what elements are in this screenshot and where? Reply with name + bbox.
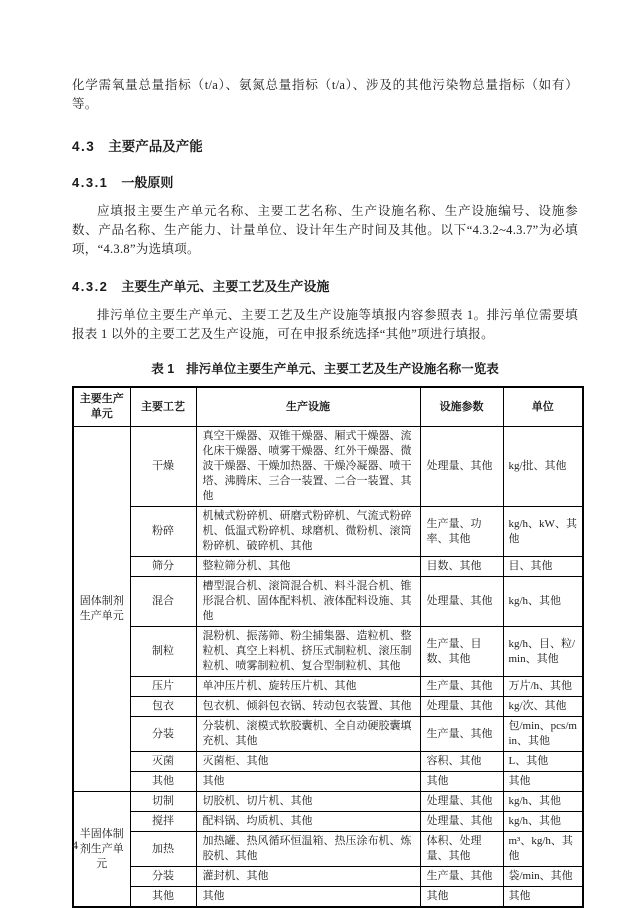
header-parameters: 设施参数 [420, 387, 503, 427]
equipment-cell: 真空干燥器、双锥干燥器、厢式干燥器、流化床干燥器、喷雾干燥器、红外干燥器、微波干燥器、干燥加热器、干燥冷凝器、喷干塔、沸腾床、三合一装置、二合一装置、其他 [196, 427, 420, 507]
table-row [73, 792, 583, 812]
process-cell: 搅拌 [130, 812, 196, 832]
equipment-cell: 灭菌柜、其他 [196, 752, 420, 772]
parameters-cell: 生产量、目数、其他 [420, 627, 503, 677]
page-number: 4 [72, 838, 78, 852]
table-header-row [73, 387, 583, 427]
table-row [73, 752, 583, 772]
paragraph-4-3-2: 排污单位主要生产单元、主要工艺及生产设施等填报内容参照表 1。排污单位需要填报表 1 以外的主要工艺及生产设施，可在申报系统选择“其他”项进行填报。 [72, 308, 578, 341]
parameters-cell: 处理量、其他 [420, 792, 503, 812]
process-cell: 加热 [130, 832, 196, 867]
process-cell: 干燥 [130, 427, 196, 507]
header-units: 单位 [503, 387, 583, 427]
parameters-cell: 容积、其他 [420, 752, 503, 772]
process-cell: 其他 [130, 887, 196, 908]
equipment-cell: 包衣机、倾斜包衣锅、转动包衣装置、其他 [196, 697, 420, 717]
parameters-cell: 处理量、其他 [420, 697, 503, 717]
units-cell: kg/h、其他 [503, 792, 583, 812]
units-cell: kg/次、其他 [503, 697, 583, 717]
units-cell: 袋/min、其他 [503, 867, 583, 887]
equipment-cell: 混粉机、振荡筛、粉尘捕集器、造粒机、整粒机、真空上料机、挤压式制粒机、滚压制粒机、喷雾制粒机、复合型制粒机、其他 [196, 627, 420, 677]
process-cell: 其他 [130, 772, 196, 792]
parameters-cell: 目数、其他 [420, 557, 503, 577]
equipment-cell: 机械式粉碎机、研磨式粉碎机、气流式粉碎机、低温式粉碎机、球磨机、微粉机、滚筒粉碎机、破碎机、其他 [196, 507, 420, 557]
header-process: 主要工艺 [130, 387, 196, 427]
equipment-cell: 切胶机、切片机、其他 [196, 792, 420, 812]
units-cell: 包/min、pcs/min、其他 [503, 717, 583, 752]
heading-number: 4.3.2 [72, 279, 109, 294]
units-cell: kg/h、其他 [503, 812, 583, 832]
table-row [73, 832, 583, 867]
table-caption [72, 359, 578, 377]
heading-4-3-1 [72, 172, 578, 191]
production-units-table [72, 386, 584, 908]
process-cell: 压片 [130, 677, 196, 697]
units-cell: 其他 [503, 887, 583, 908]
units-cell: kg/h、kW、其他 [503, 507, 583, 557]
heading-number: 4.3 [72, 139, 96, 154]
units-cell: kg/批、其他 [503, 427, 583, 507]
parameters-cell: 生产量、其他 [420, 677, 503, 697]
heading-title: 主要生产单元、主要工艺及生产设施 [121, 279, 330, 294]
parameters-cell: 体积、处理量、其他 [420, 832, 503, 867]
units-cell: m³、kg/h、其他 [503, 832, 583, 867]
process-cell: 筛分 [130, 557, 196, 577]
table-row [73, 867, 583, 887]
process-cell: 分装 [130, 717, 196, 752]
units-cell: 目、其他 [503, 557, 583, 577]
heading-number: 4.3.1 [72, 175, 109, 190]
equipment-cell: 灌封机、其他 [196, 867, 420, 887]
unit-cell: 固体制剂生产单元 [73, 427, 130, 792]
equipment-cell: 单冲压片机、旋转压片机、其他 [196, 677, 420, 697]
process-cell: 切制 [130, 792, 196, 812]
table-row [73, 697, 583, 717]
units-cell: 其他 [503, 772, 583, 792]
table-caption-label: 表 1 [151, 362, 175, 376]
units-cell: kg/h、其他 [503, 577, 583, 627]
table-row [73, 427, 583, 507]
table-row [73, 887, 583, 908]
parameters-cell: 生产量、功率、其他 [420, 507, 503, 557]
equipment-cell: 槽型混合机、滚筒混合机、料斗混合机、锥形混合机、固体配料机、液体配料设施、其他 [196, 577, 420, 627]
equipment-cell: 加热罐、热风循环恒温箱、热压涂布机、炼胶机、其他 [196, 832, 420, 867]
paragraph-4-3-1: 应填报主要生产单元名称、主要工艺名称、生产设施名称、生产设施编号、设施参数、产品名称、生产能力、计量单位、设计年生产时间及其他。以下“4.3.2~4.3.7”为必填项，“4.3.8”为选填项。 [72, 204, 578, 256]
parameters-cell: 其他 [420, 887, 503, 908]
equipment-cell: 分装机、滚模式软胶囊机、全自动硬胶囊填充机、其他 [196, 717, 420, 752]
intro-paragraph: 化学需氧量总量指标（t/a）、氨氮总量指标（t/a）、涉及的其他污染物总量指标（如有）等。 [72, 78, 578, 111]
table-row [73, 772, 583, 792]
heading-4-3-2 [72, 276, 578, 295]
header-main-unit: 主要生产单元 [73, 387, 130, 427]
units-cell: L、其他 [503, 752, 583, 772]
equipment-cell: 配料锅、均质机、其他 [196, 812, 420, 832]
process-cell: 粉碎 [130, 507, 196, 557]
heading-title: 主要产品及产能 [108, 139, 203, 154]
parameters-cell: 处理量、其他 [420, 427, 503, 507]
parameters-cell: 生产量、其他 [420, 867, 503, 887]
table-row [73, 812, 583, 832]
heading-4-3 [72, 135, 578, 155]
units-cell: kg/h、目、粒/min、其他 [503, 627, 583, 677]
table-row [73, 717, 583, 752]
equipment-cell: 其他 [196, 887, 420, 908]
table-caption-text: 排污单位主要生产单元、主要工艺及生产设施名称一览表 [186, 362, 499, 376]
table-row [73, 627, 583, 677]
parameters-cell: 处理量、其他 [420, 812, 503, 832]
parameters-cell: 生产量、其他 [420, 717, 503, 752]
process-cell: 制粒 [130, 627, 196, 677]
table-row [73, 577, 583, 627]
parameters-cell: 处理量、其他 [420, 577, 503, 627]
heading-title: 一般原则 [121, 175, 174, 190]
header-equipment: 生产设施 [196, 387, 420, 427]
process-cell: 灭菌 [130, 752, 196, 772]
table-row [73, 507, 583, 557]
process-cell: 分装 [130, 867, 196, 887]
table-row [73, 677, 583, 697]
unit-cell: 半固体制剂生产单元 [73, 792, 130, 908]
process-cell: 混合 [130, 577, 196, 627]
units-cell: 万片/h、其他 [503, 677, 583, 697]
process-cell: 包衣 [130, 697, 196, 717]
equipment-cell: 整粒筛分机、其他 [196, 557, 420, 577]
table-row [73, 557, 583, 577]
equipment-cell: 其他 [196, 772, 420, 792]
parameters-cell: 其他 [420, 772, 503, 792]
